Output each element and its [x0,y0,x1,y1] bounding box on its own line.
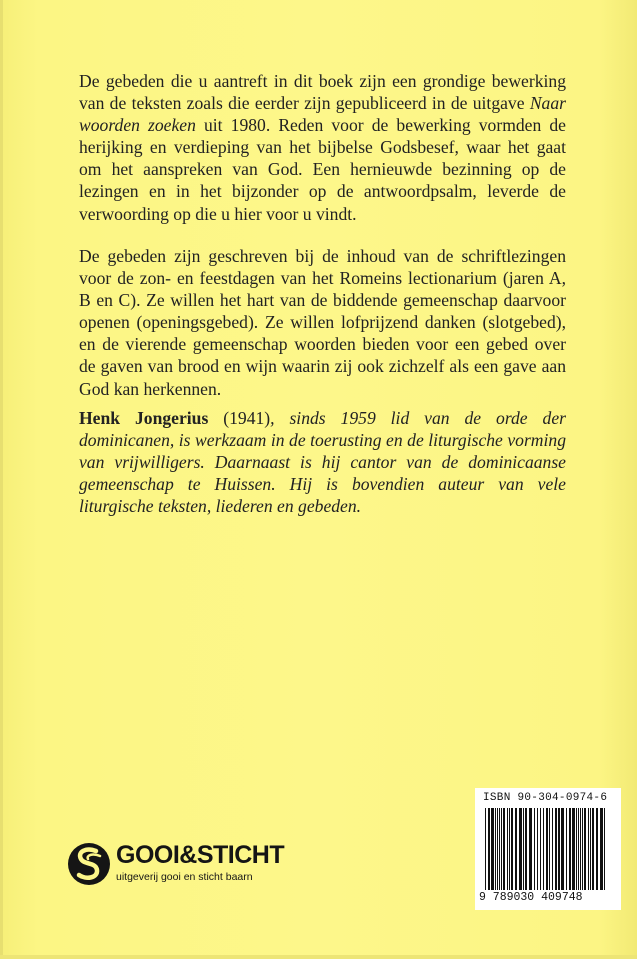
barcode-bar [584,808,586,890]
barcode-bar [561,808,564,890]
barcode-bar [572,808,575,890]
barcode-bar [499,808,500,890]
barcode-bar [515,808,517,890]
barcode-bar [491,808,494,890]
barcode-bar [566,808,567,890]
barcode-bar [507,808,508,890]
barcode-bar [582,808,583,890]
barcode-bar [534,808,535,890]
barcode-bars [483,808,613,890]
barcode-bar [578,808,579,890]
barcode-bar [569,808,571,890]
author-name: Henk Jongerius [79,408,209,428]
blurb-paragraph-2: De gebeden zijn geschreven bij de inhoud van de schriftlezingen voor de zon- en feestdagen van het Romeins lectionarium (jaren A, B en C). Ze willen het hart van de biddende gemeenschap daarvoor openen (openingsgebed). Ze willen lofprijzend danken (slotgebed), en de vierende gemeenschap woorden bieden voor een gebed over de gaven van brood en wijn waarin zij ook zichzelf als een gave aan God kan herkennen. [79,246,566,399]
barcode-bar [509,808,510,890]
barcode-bar [549,808,550,890]
barcode-label [475,788,621,910]
barcode-bar [537,808,538,890]
barcode-bar [555,808,557,890]
publisher-logo-icon [67,840,111,888]
barcode-bar [588,808,589,890]
barcode-bar [523,808,524,890]
author-years: (1941) [208,408,271,428]
cover-bottom-edge [0,955,637,959]
barcode-bar [519,808,522,890]
barcode-bar [580,808,581,890]
cover-edge-shadow [0,0,3,959]
barcode-bar [590,808,591,890]
barcode-bar [503,808,505,890]
barcode-bar [485,808,486,890]
barcode-bar [529,808,532,890]
isbn-number: ISBN 90-304-0974-6 [483,792,608,804]
barcode-bar [525,808,527,890]
barcode-bar [497,808,498,890]
barcode-bar [540,808,541,890]
blurb-paragraph-1 [79,70,566,225]
barcode-bar [596,808,598,890]
book-title-reference: Naar woorden zoeken [79,93,566,136]
barcode-bar [552,808,553,890]
barcode-bar [600,808,603,890]
barcode-bar [576,808,577,890]
author-bio [79,407,566,517]
blurb-text: uit 1980. Reden voor de bewerking vormden de herijking en verdieping van het bijbelse Godsbesef, waar het gaat om het aanspreken van God. Een hernieuwde bezinning op de lezingen en in het bijzonder op de antwoordpsalm, leverde de verwoording op die u hier voor u vindt. [79,115,566,224]
barcode-bar [501,808,502,890]
barcode-bar [592,808,594,890]
publisher-tagline: uitgeverij gooi en sticht baarn [116,871,253,883]
ean-digits: 9 789030 409748 [479,891,583,904]
publisher-name: GOOI&STICHT [116,841,285,869]
barcode-bar [546,808,548,890]
barcode-bar [604,808,605,890]
author-bio-text: , sinds 1959 lid van de orde der dominicanen, is werkzaam in de toerusting en de liturgische vorming van vrijwilligers. Daarnaast is hij cantor van de dominicaanse gemeenschap te Huissen. Hij is bovendien auteur van vele liturgische teksten, liederen en gebeden. [79,408,566,517]
barcode-bar [495,808,496,890]
barcode-bar [558,808,560,890]
barcode-bar [488,808,490,890]
blurb-text: De gebeden die u aantreft in dit boek zijn een grondige bewerking van de teksten zoals die eerder zijn gepubliceerd in de uitgave [79,71,566,114]
barcode-bar [543,808,544,890]
barcode-bar [511,808,513,890]
